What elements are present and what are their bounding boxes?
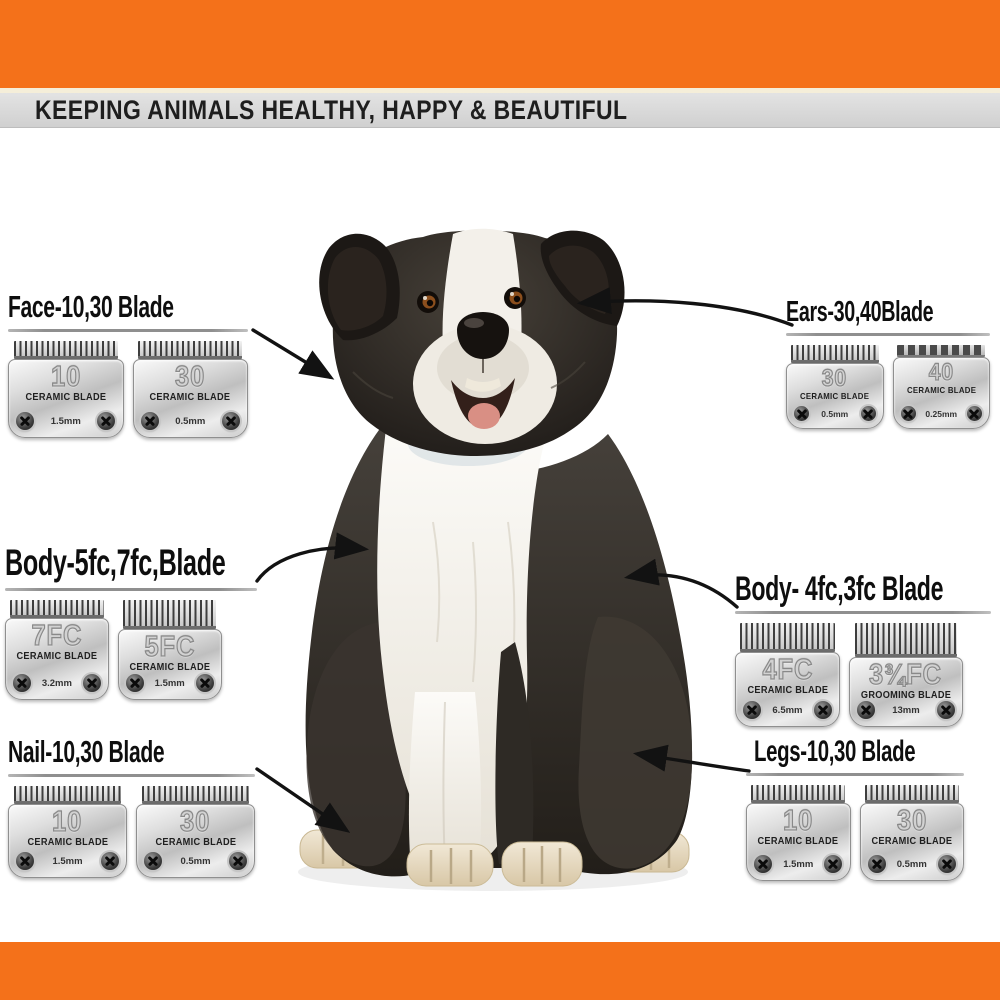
blade-face-30 xyxy=(133,341,249,438)
screw-icon xyxy=(13,674,31,692)
blade-size-label: 3.2mm xyxy=(41,677,72,689)
blade-ears-30 xyxy=(786,345,884,429)
screw-icon xyxy=(814,701,832,719)
blade-teeth xyxy=(855,623,958,657)
dog-photo-border-collie xyxy=(283,222,713,910)
blade-type-label: CERAMIC BLADE xyxy=(16,651,98,663)
blade-type-label: CERAMIC BLADE xyxy=(149,392,231,404)
blade-type-label: CERAMIC BLADE xyxy=(155,837,236,849)
blade-size-label: 1.5mm xyxy=(52,855,83,867)
blade-number: 30 xyxy=(896,805,927,837)
header-bar xyxy=(0,93,1000,128)
blade-type-label: CERAMIC BLADE xyxy=(129,662,211,674)
blade-teeth xyxy=(14,341,118,359)
blade-face-10 xyxy=(8,341,124,438)
blade-body xyxy=(849,657,963,727)
screw-icon xyxy=(229,852,247,870)
screw-icon xyxy=(101,852,119,870)
blade-teeth xyxy=(740,623,834,652)
blade-teeth xyxy=(865,785,959,803)
blade-ears-40 xyxy=(893,345,991,429)
blade-number: 40 xyxy=(928,359,954,386)
blade-body xyxy=(786,363,884,429)
blade-body xyxy=(8,359,124,438)
blade-body xyxy=(5,618,109,700)
blade-row xyxy=(735,623,963,727)
blade-teeth xyxy=(14,786,121,804)
blade-row xyxy=(8,341,248,438)
blade-teeth xyxy=(791,345,879,363)
blade-row xyxy=(5,600,219,700)
blade-size-label: 0.5mm xyxy=(821,408,849,419)
group-nail xyxy=(8,733,255,878)
blade-size-label: 1.5mm xyxy=(50,415,81,427)
blade-body xyxy=(133,359,249,438)
group-ears xyxy=(786,294,990,429)
blade-number: 30 xyxy=(175,361,206,393)
blade-nail-30 xyxy=(136,786,255,878)
blade-teeth xyxy=(897,345,985,357)
screw-icon xyxy=(794,406,809,421)
group-body-right xyxy=(735,570,991,727)
group-body-left-label: Body-5fc,7fc,Blade xyxy=(5,542,226,583)
blade-size-label: 0.5mm xyxy=(896,858,927,870)
blade-teeth xyxy=(123,600,216,629)
blade-type-label: CERAMIC BLADE xyxy=(871,836,953,848)
screw-icon xyxy=(857,701,875,719)
blade-number: 10 xyxy=(50,361,81,393)
blade-teeth xyxy=(10,600,103,618)
label-underline xyxy=(735,611,991,614)
blade-body xyxy=(118,629,222,700)
blade-body-334fc xyxy=(849,623,963,727)
group-body-left xyxy=(5,541,257,700)
screw-icon xyxy=(967,406,982,421)
blade-type-label: CERAMIC BLADE xyxy=(25,392,107,404)
screw-icon xyxy=(222,412,240,430)
group-face-label: Face-10,30 Blade xyxy=(8,289,174,324)
screw-icon xyxy=(743,701,761,719)
blade-size-label: 1.5mm xyxy=(783,858,814,870)
screw-icon xyxy=(126,674,144,692)
blade-type-label: CERAMIC BLADE xyxy=(747,685,828,697)
blade-body xyxy=(136,804,255,878)
blade-type-label: CERAMIC BLADE xyxy=(906,385,976,396)
group-face xyxy=(8,288,248,438)
blade-body xyxy=(893,357,991,429)
blade-row xyxy=(8,786,255,878)
blade-nail-10 xyxy=(8,786,127,878)
blade-type-label: CERAMIC BLADE xyxy=(27,837,108,849)
screw-icon xyxy=(144,852,162,870)
blade-number: 10 xyxy=(52,806,83,838)
group-body-right-label: Body- 4fc,3fc Blade xyxy=(735,570,944,608)
group-legs-label: Legs-10,30 Blade xyxy=(754,735,916,768)
blade-number: 10 xyxy=(783,805,814,837)
top-orange-band xyxy=(0,0,1000,88)
blade-type-label: GROOMING BLADE xyxy=(860,690,952,701)
blade-type-label: CERAMIC BLADE xyxy=(800,391,870,402)
screw-icon xyxy=(83,674,101,692)
blade-teeth xyxy=(142,786,249,804)
screw-icon xyxy=(868,855,886,873)
blade-body-5fc xyxy=(118,600,222,700)
screw-icon xyxy=(754,855,772,873)
blade-row xyxy=(746,785,964,881)
blade-teeth xyxy=(751,785,845,803)
screw-icon xyxy=(861,406,876,421)
group-ears-label: Ears-30,40Blade xyxy=(786,296,934,328)
blade-row xyxy=(786,345,990,429)
blade-number: 3¾FC xyxy=(869,658,943,691)
blade-size-label: 13mm xyxy=(892,704,920,716)
blade-size-label: 0.5mm xyxy=(175,415,206,427)
blade-type-label: CERAMIC BLADE xyxy=(757,836,839,848)
screw-icon xyxy=(196,674,214,692)
group-nail-label: Nail-10,30 Blade xyxy=(8,734,165,769)
screw-icon xyxy=(16,852,34,870)
blade-body xyxy=(860,803,965,881)
blade-legs-10 xyxy=(746,785,851,881)
blade-body-4fc xyxy=(735,623,840,727)
blade-number: 5FC xyxy=(144,631,196,663)
screw-icon xyxy=(938,855,956,873)
blade-number: 30 xyxy=(822,365,848,392)
group-legs xyxy=(746,733,964,881)
blade-body xyxy=(8,804,127,878)
blade-size-label: 6.5mm xyxy=(772,704,803,716)
bottom-orange-band xyxy=(0,942,1000,1000)
blade-number: 30 xyxy=(180,806,211,838)
label-underline xyxy=(5,588,257,591)
screw-icon xyxy=(16,412,34,430)
screw-icon xyxy=(141,412,159,430)
blade-size-label: 0.5mm xyxy=(180,855,211,867)
label-underline xyxy=(8,329,248,332)
label-underline xyxy=(786,333,990,336)
blade-teeth xyxy=(138,341,242,359)
label-underline xyxy=(746,773,964,776)
screw-icon xyxy=(97,412,115,430)
blade-number: 4FC xyxy=(762,654,813,686)
blade-body xyxy=(735,652,840,727)
label-underline xyxy=(8,774,255,777)
blade-number: 7FC xyxy=(31,620,83,652)
blade-body-7fc xyxy=(5,600,109,700)
blade-legs-30 xyxy=(860,785,965,881)
header-title: KEEPING ANIMALS HEALTHY, HAPPY & BEAUTIFUL xyxy=(35,94,628,125)
blade-size-label: 0.25mm xyxy=(925,408,958,419)
screw-icon xyxy=(824,855,842,873)
blade-body xyxy=(746,803,851,881)
blade-size-label: 1.5mm xyxy=(154,677,185,689)
screw-icon xyxy=(901,406,916,421)
screw-icon xyxy=(937,701,955,719)
